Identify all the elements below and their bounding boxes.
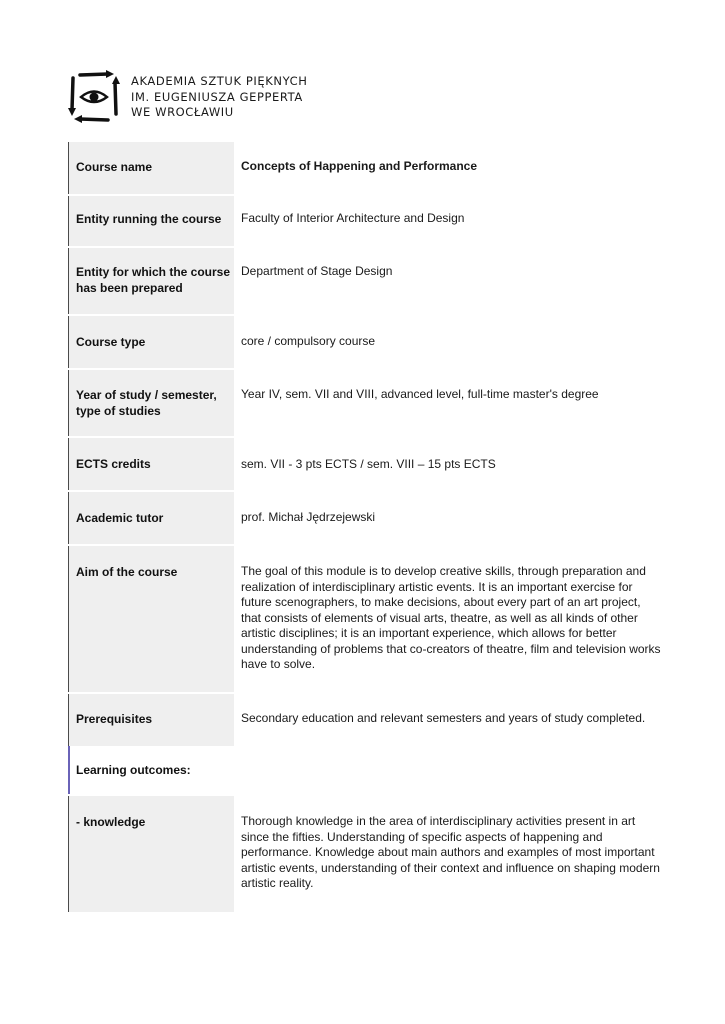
row-value: sem. VII - 3 pts ECTS / sem. VIII – 15 pts ECTS <box>241 457 496 471</box>
institution-name <box>131 74 307 121</box>
row-year-of-study <box>68 370 668 436</box>
row-value: The goal of this module is to develop creative skills, through preparation and realization of interdisciplinary artistic events. It is an important exercise for future scenographers, to make decisions, about every part of an art project, that consists of elements of visual arts, theatre, as well as all kinds of other artistic disciplines; it is an important experience, which allows for better understanding of problems that co-creators of theatre, film and television works have to solve. <box>241 564 661 671</box>
row-aim-of-course <box>68 546 668 692</box>
row-label: Course type <box>76 335 146 349</box>
row-course-name <box>68 142 668 194</box>
row-value: Concepts of Happening and Performance <box>241 159 478 173</box>
row-prerequisites <box>68 694 668 746</box>
institution-line-2: IM. EUGENIUSZA GEPPERTA <box>131 89 303 104</box>
row-label: Academic tutor <box>76 511 164 525</box>
row-value: Secondary education and relevant semesters and years of study completed. <box>241 711 646 725</box>
row-label: Entity for which the course has been prepared <box>76 265 231 295</box>
row-entity-prepared <box>68 248 668 314</box>
row-value: Faculty of Interior Architecture and Design <box>241 211 465 225</box>
row-value: Thorough knowledge in the area of interdisciplinary activities present in art since the fifties. Understanding of specific aspects of happening and performance. Knowledge about main authors and examples of most important artistic events, understanding of their context and influence on shaping modern artistic reality. <box>241 814 660 890</box>
row-value: prof. Michał Jędrzejewski <box>241 510 376 524</box>
row-label: Prerequisites <box>76 712 153 726</box>
learning-outcomes-heading: Learning outcomes: <box>76 763 191 777</box>
row-value: core / compulsory course <box>241 334 376 348</box>
row-label: Course name <box>76 160 153 174</box>
row-label: Aim of the course <box>76 565 178 579</box>
eye-in-arrows-logo <box>68 70 120 124</box>
section-divider <box>68 746 70 794</box>
row-entity-running <box>68 196 668 246</box>
row-ects-credits <box>68 438 668 490</box>
row-label: Year of study / semester, type of studies <box>76 388 217 418</box>
row-label: - knowledge <box>76 815 146 829</box>
row-academic-tutor <box>68 492 668 544</box>
institution-line-1: AKADEMIA SZTUK PIĘKNYCH <box>131 74 308 88</box>
row-value: Year IV, sem. VII and VIII, advanced level, full-time master's degree <box>241 387 599 401</box>
row-knowledge <box>68 796 668 912</box>
row-label: Entity running the course <box>76 212 222 226</box>
row-label: ECTS credits <box>76 457 151 471</box>
row-course-type <box>68 316 668 368</box>
institution-line-3: WE WROCŁAWIU <box>131 105 234 120</box>
row-value: Department of Stage Design <box>241 264 393 278</box>
